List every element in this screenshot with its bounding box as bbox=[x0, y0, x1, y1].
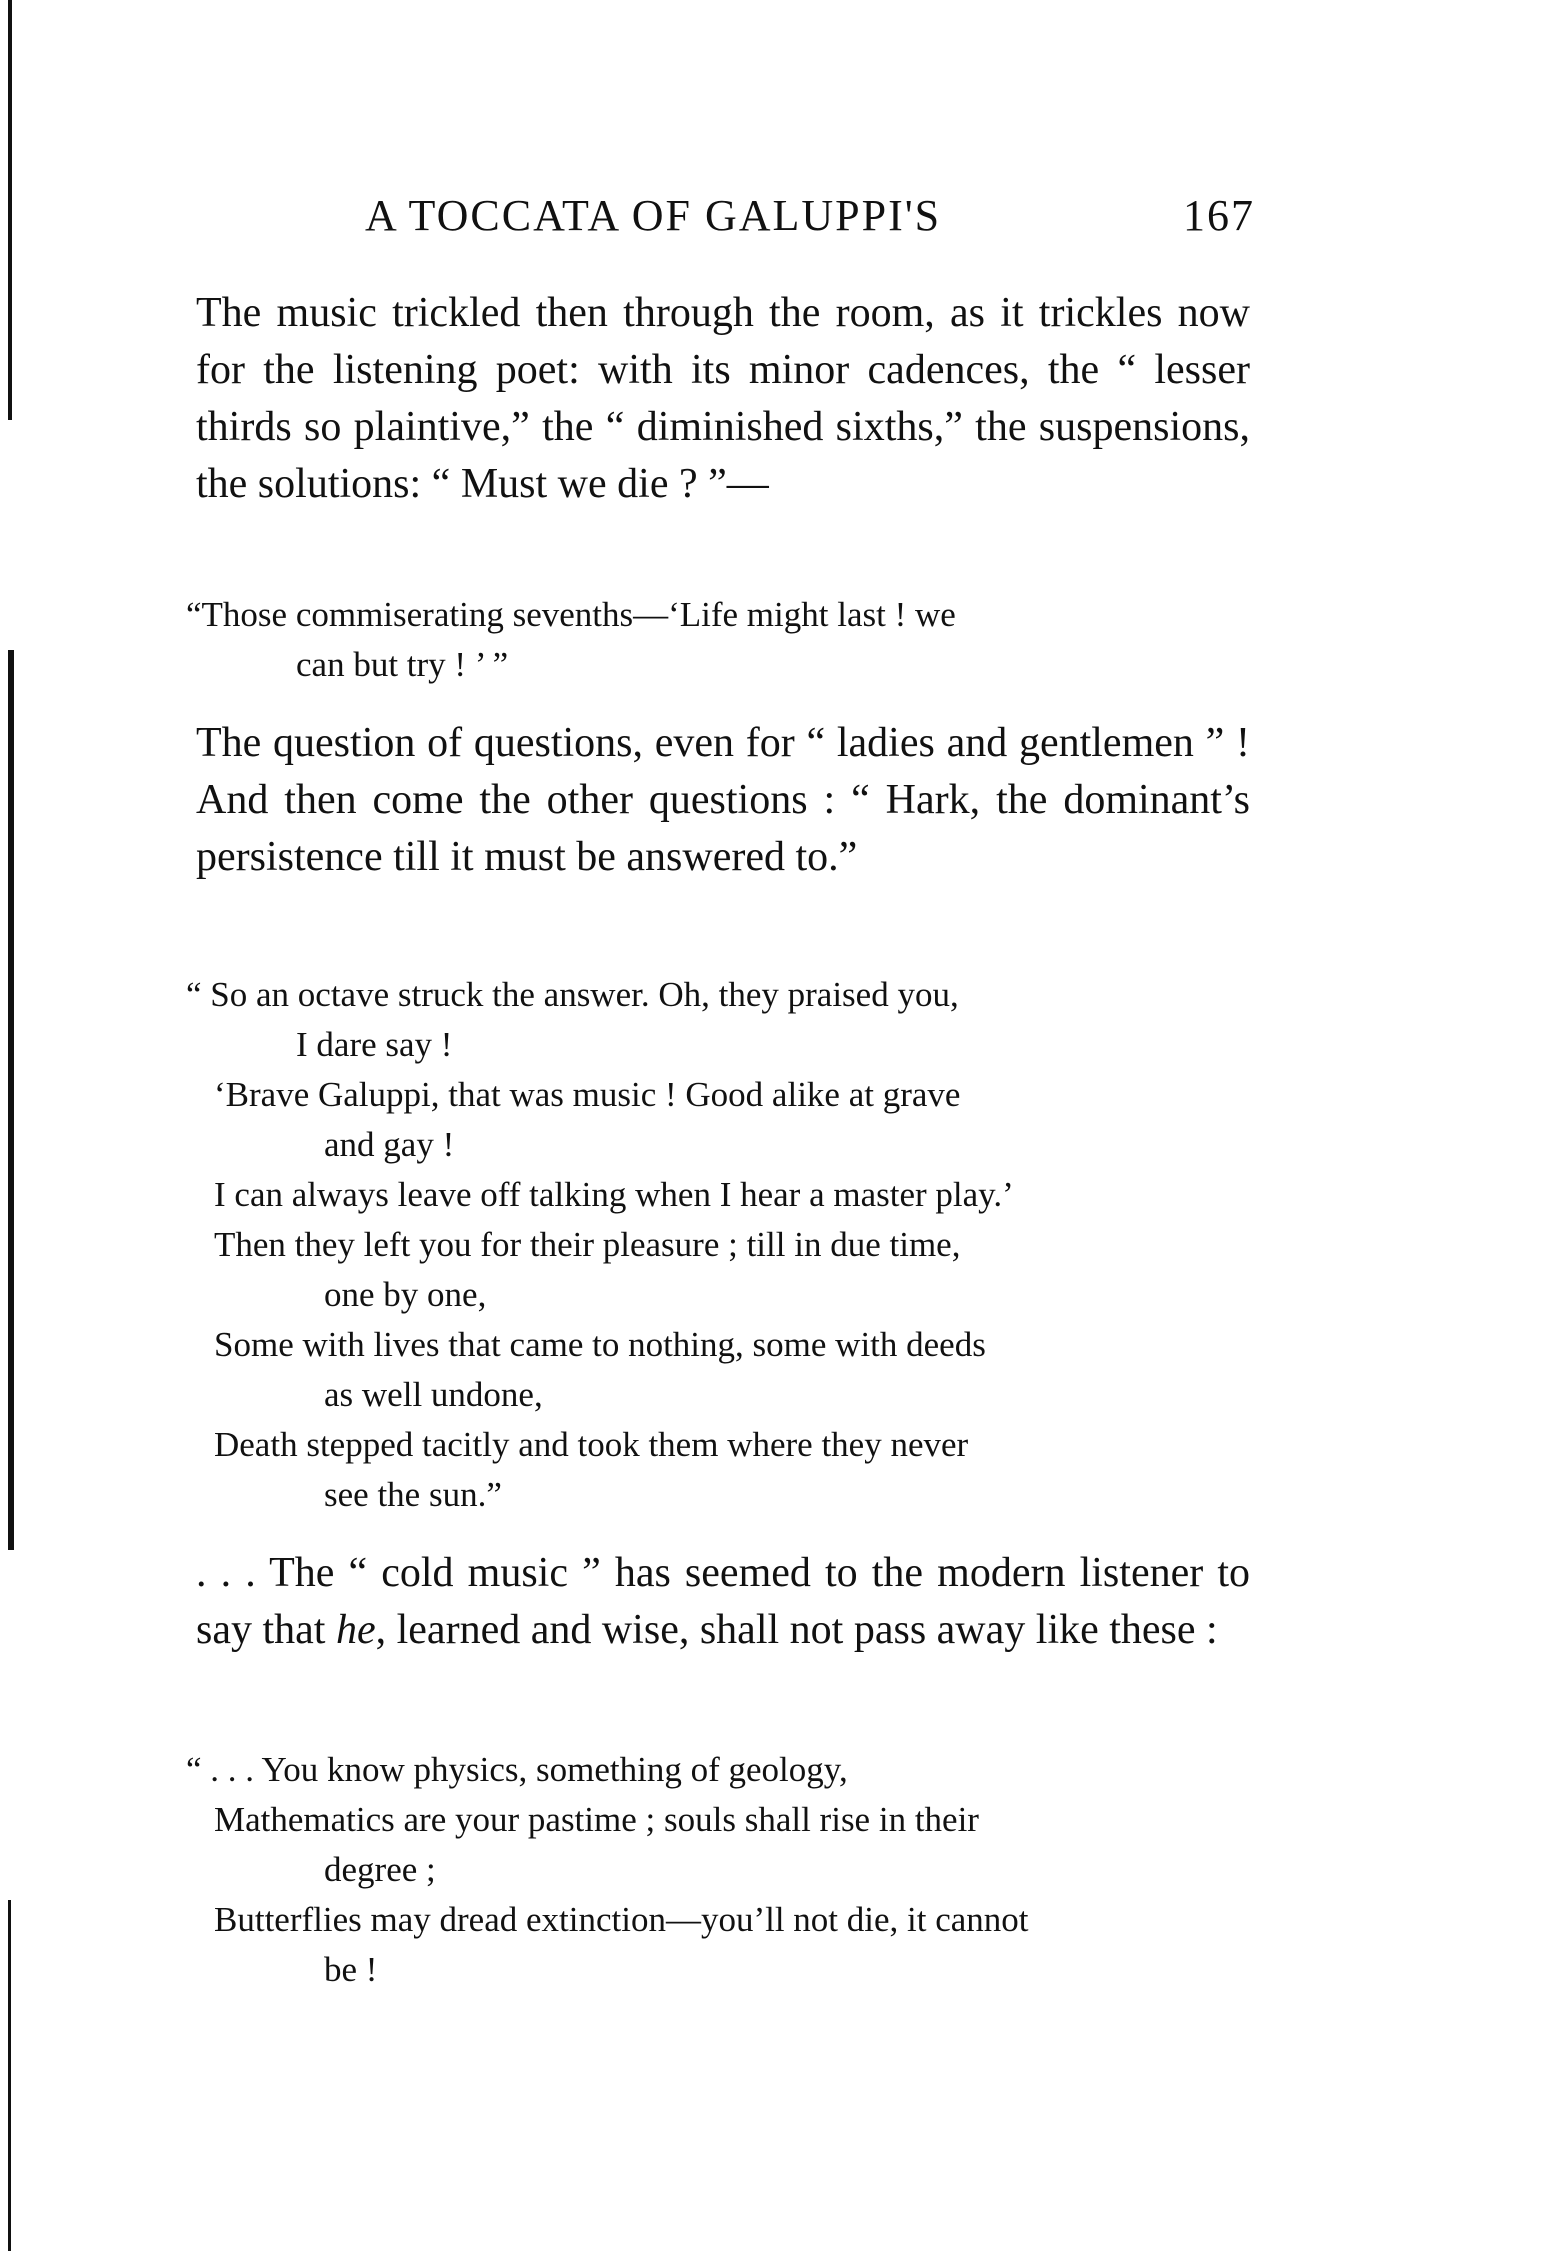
verse-text: “Those commiserating sevenths—‘Life might last ! we bbox=[186, 595, 956, 634]
verse-block-3 bbox=[186, 1745, 1250, 1995]
verse-text: Some with lives that came to nothing, some with deeds bbox=[214, 1325, 986, 1364]
verse-line bbox=[196, 1070, 1250, 1170]
paragraph-text: , learned and wise, shall not pass away like these : bbox=[375, 1607, 1218, 1653]
verse-text: Death stepped tacitly and took them where they never bbox=[214, 1425, 969, 1464]
verse-text: Butterflies may dread extinction—you’ll not die, it cannot bbox=[214, 1900, 1029, 1939]
verse-line bbox=[196, 1320, 1250, 1420]
paragraph-1: The music trickled then through the room, as it trickles now for the listening poet: with its minor cadences, the “ lesser thirds so plaintive,” the “ diminished sixths,” the suspensions, the solutions: “ Must we die ? ”— bbox=[196, 290, 1250, 507]
verse-text: I can always leave off talking when I hear a master play.’ bbox=[214, 1175, 1014, 1214]
verse-line bbox=[186, 590, 1250, 690]
verse-text: “ So an octave struck the answer. Oh, they praised you, bbox=[186, 975, 959, 1014]
verse-line bbox=[196, 1170, 1250, 1220]
verse-continuation: one by one, bbox=[324, 1275, 487, 1314]
paragraph-text: . . . The “ cold music ” has seemed to the modern listener to say that bbox=[196, 1550, 1250, 1653]
verse-text: Mathematics are your pastime ; souls shall rise in their bbox=[214, 1800, 979, 1839]
verse-continuation: see the sun.” bbox=[324, 1475, 502, 1514]
running-head-title: A TOCCATA OF GALUPPI'S bbox=[365, 191, 942, 240]
book-spine-edge bbox=[8, 0, 12, 420]
verse-line bbox=[186, 970, 1250, 1070]
verse-text: Then they left you for their pleasure ; till in due time, bbox=[214, 1225, 961, 1264]
running-head bbox=[365, 190, 1255, 241]
verse-continuation: as well undone, bbox=[324, 1375, 543, 1414]
verse-line bbox=[196, 1795, 1250, 1895]
italic-word: he bbox=[335, 1607, 376, 1653]
verse-continuation: and gay ! bbox=[324, 1125, 455, 1164]
verse-continuation: can but try ! ’ ” bbox=[296, 645, 509, 684]
verse-line bbox=[196, 1220, 1250, 1320]
verse-continuation: be ! bbox=[324, 1950, 378, 1989]
book-spine-edge bbox=[8, 650, 14, 1550]
book-spine-edge bbox=[8, 1900, 11, 2251]
verse-line bbox=[196, 1420, 1250, 1520]
verse-text: ‘Brave Galuppi, that was music ! Good alike at grave bbox=[214, 1075, 961, 1114]
paragraph-3 bbox=[196, 1545, 1250, 1659]
paragraph-2: The question of questions, even for “ ladies and gentlemen ” ! And then come the other questions : “ Hark, the dominant’s persistence till it must be answered to.” bbox=[196, 720, 1250, 880]
verse-continuation: I dare say ! bbox=[296, 1025, 453, 1064]
verse-block-1 bbox=[186, 590, 1250, 690]
verse-continuation: degree ; bbox=[324, 1850, 436, 1889]
verse-line bbox=[186, 1745, 1250, 1795]
verse-text: “ . . . You know physics, something of geology, bbox=[186, 1750, 848, 1789]
verse-block-2 bbox=[186, 970, 1250, 1520]
page-number: 167 bbox=[1183, 191, 1255, 240]
verse-line bbox=[196, 1895, 1250, 1995]
